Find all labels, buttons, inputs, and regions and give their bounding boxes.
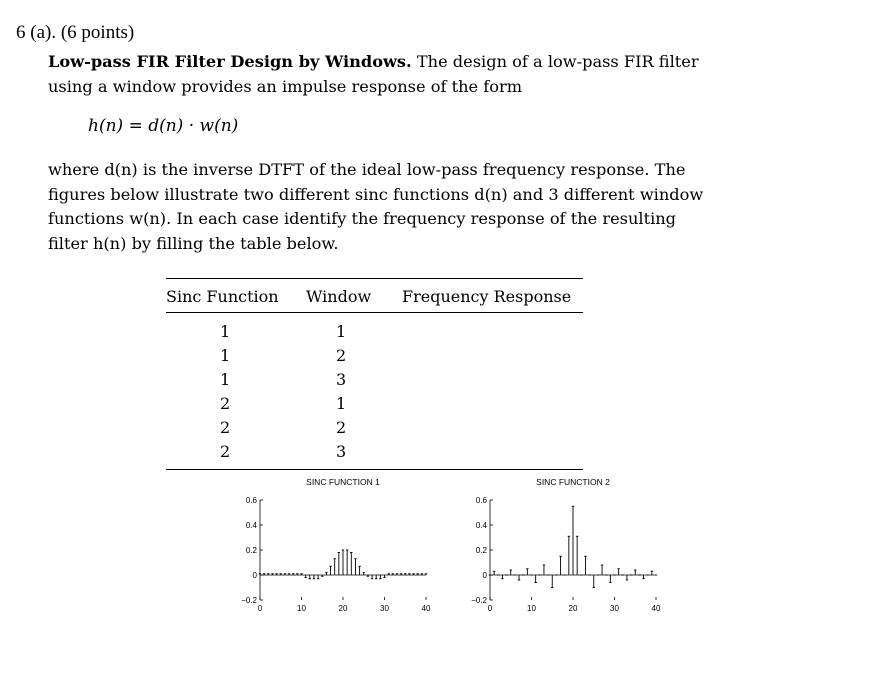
table-row bbox=[166, 367, 583, 391]
question-intro bbox=[48, 50, 708, 99]
x-tick-label: 10 bbox=[297, 604, 306, 613]
y-tick-label: 0.6 bbox=[245, 496, 257, 505]
x-tick-label: 20 bbox=[568, 604, 578, 613]
sinc-cell: 2 bbox=[220, 393, 231, 413]
chart-title: SINC FUNCTION 2 bbox=[536, 477, 610, 487]
table-row bbox=[166, 415, 583, 439]
table-row bbox=[166, 313, 583, 344]
sinc-function-2-plot bbox=[450, 470, 680, 620]
table-row bbox=[166, 439, 583, 470]
x-tick-label: 40 bbox=[651, 604, 661, 613]
x-tick-label: 0 bbox=[487, 604, 493, 613]
response-cell[interactable] bbox=[402, 367, 583, 391]
sinc-cell: 1 bbox=[220, 369, 231, 389]
x-tick-label: 10 bbox=[527, 604, 536, 613]
y-tick-label: −0.2 bbox=[241, 596, 257, 605]
y-tick-label: 0 bbox=[252, 571, 257, 580]
response-cell[interactable] bbox=[402, 343, 583, 367]
window-cell: 3 bbox=[336, 441, 347, 461]
window-cell: 2 bbox=[336, 417, 347, 437]
x-tick-label: 30 bbox=[610, 604, 619, 613]
x-tick-label: 40 bbox=[421, 604, 431, 613]
y-tick-label: −0.2 bbox=[471, 596, 487, 605]
header-sinc-function: Sinc Function bbox=[166, 279, 306, 313]
sinc-function-1-plot bbox=[220, 470, 450, 620]
sinc-cell: 2 bbox=[220, 441, 231, 461]
question-intro-text: The design of a low-pass FIR filter using a window provides an impulse response of the form bbox=[48, 52, 699, 96]
impulse-response-formula: h(n) = d(n) · w(n) bbox=[88, 116, 239, 136]
y-tick-label: 0.6 bbox=[475, 496, 487, 505]
table-row bbox=[166, 391, 583, 415]
sinc-cell: 1 bbox=[220, 345, 231, 365]
question-body: where d(n) is the inverse DTFT of the ideal low-pass frequency response. The figures below illustrate two different sinc functions d(n) and 3 different window functions w(n). In each case identify the frequency response of the resulting filter h(n) by filling the table below. bbox=[48, 160, 704, 253]
x-tick-label: 20 bbox=[338, 604, 348, 613]
question-heading: 6 (a). (6 points) bbox=[16, 22, 135, 43]
sinc-cell: 1 bbox=[220, 321, 231, 341]
y-tick-label: 0.2 bbox=[245, 546, 257, 555]
header-window: Window bbox=[306, 279, 402, 313]
window-cell: 1 bbox=[336, 393, 347, 413]
answer-table bbox=[166, 278, 583, 470]
chart-title: SINC FUNCTION 1 bbox=[306, 477, 380, 487]
table-row bbox=[166, 343, 583, 367]
y-tick-label: 0.4 bbox=[475, 521, 487, 530]
response-cell[interactable] bbox=[402, 391, 583, 415]
table-header-row bbox=[166, 279, 583, 313]
window-cell: 3 bbox=[336, 369, 347, 389]
y-tick-label: 0 bbox=[482, 571, 487, 580]
response-cell[interactable] bbox=[402, 439, 583, 470]
x-tick-label: 30 bbox=[380, 604, 389, 613]
window-cell: 2 bbox=[336, 345, 347, 365]
x-tick-label: 0 bbox=[257, 604, 263, 613]
window-cell: 1 bbox=[336, 321, 347, 341]
response-cell[interactable] bbox=[402, 415, 583, 439]
y-tick-label: 0.4 bbox=[245, 521, 257, 530]
y-tick-label: 0.2 bbox=[475, 546, 487, 555]
sinc-cell: 2 bbox=[220, 417, 231, 437]
header-frequency-response: Frequency Response bbox=[402, 279, 583, 313]
question-title: Low-pass FIR Filter Design by Windows. bbox=[48, 52, 412, 71]
response-cell[interactable] bbox=[402, 313, 583, 344]
